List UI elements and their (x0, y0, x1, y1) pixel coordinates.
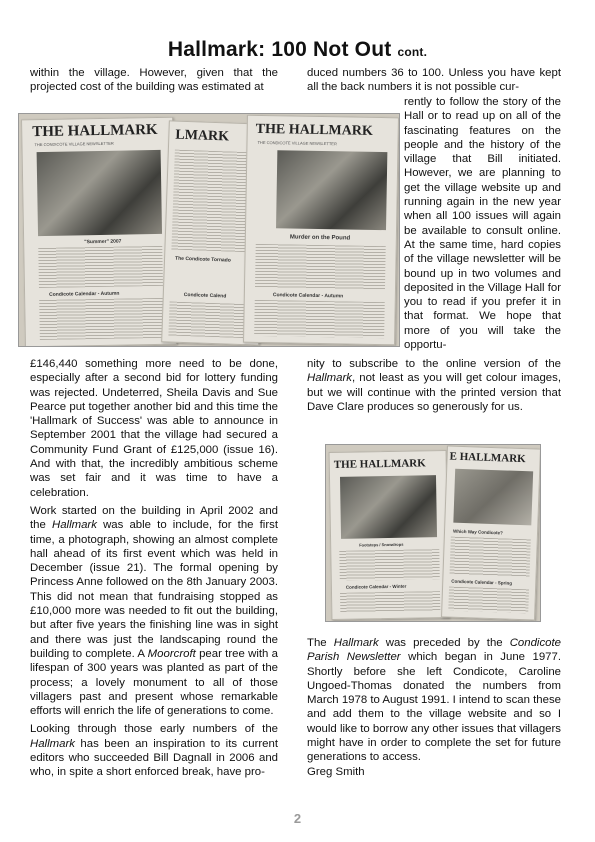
text-run: Looking through those early numbers of the (30, 723, 278, 736)
newsletter-photo (340, 475, 437, 539)
newsletter-heading: Which Way Condicote? (452, 528, 503, 536)
newsletter-text (38, 246, 163, 288)
text-run: was able to include, for the first time, a photograph, showing an almost complete hall ahead of its first event which was held in December (issue 21). The formal opening by Princess Anne followed on the 8th January 2003. This did not mean that fundraising stopped as £10,000 more was needed to fit out the building, but after five years the finishing line was in sight and there was just the landscaping round the building to complete. A (30, 519, 278, 660)
newsletter-calendar (39, 298, 164, 340)
newsletter-calendar (448, 587, 529, 614)
newsletter-calendar-heading: Condicote Calendar - Autumn (49, 290, 120, 298)
newsletter-calendar-heading: Condicote Calendar - Winter (345, 583, 407, 590)
newsletter-photo (453, 469, 533, 526)
paragraph (30, 722, 278, 779)
text-run: , not least as you will get colour images, but we will continue with the printed version that Dave Clare produces so generously for us. (307, 372, 561, 413)
newsletter-calendar (254, 300, 385, 338)
newsletters-photo (18, 113, 400, 347)
paragraph: duced numbers 36 to 100. Unless you have kept all the back numbers it is not possible cur- (307, 67, 561, 94)
newsletter-subtitle: THE CONDICOTE VILLAGE NEWSLETTER (34, 140, 114, 148)
newsletter-photo (276, 150, 387, 230)
newsletters-photo-2 (325, 444, 541, 622)
left-column-top (30, 66, 278, 95)
signature: Greg Smith (307, 765, 365, 778)
newsletter-heading: The Condicote Tornado (174, 255, 231, 264)
newsletter-cover (243, 115, 399, 346)
newsletter-photo (37, 150, 162, 236)
newsletter-text (450, 537, 531, 578)
text-run: pear tree with a lifespan of 300 years was planted as part of the process; a lovely monument to all of those villagers past and present whose remarkable efforts will enrich the life of generations to come. (30, 647, 278, 718)
italic-run: Hallmark (333, 637, 379, 649)
newsletter-calendar (340, 591, 440, 613)
newsletter-calendar-heading: Condicote Calendar - Spring (451, 578, 513, 586)
text-run: which began in June 1977. Shortly before she left Condicote, Caroline Ungoed-Thomas donated the numbers from March 1978 to August 1991. I intend to scan these and add them to the village website and so I would like to borrow any other issues that villagers might have in order to complete the set for future generations to access. (307, 651, 561, 764)
italic-run: Hallmark (30, 737, 75, 750)
paragraph: rently to follow the story of the Hall or to read up on all of the fascinating features on the people and the history of the village that Bill initiated. However, we are planning to get the village website up and running again in the new year when all 100 issues will again be available to consult online. At the same time, hard copies of the village newsletter will be bound up in two volumes and deposited in the Village Hall for you to read if you prefer it in that format. We hope that more of you will take the opportu- (404, 96, 561, 352)
newsletter-cover (329, 450, 450, 620)
italic-run: Condicote Parish Newsletter (307, 637, 561, 664)
text-run: has been an inspiration to its current editors who succeeded Bill Dagnall in 2006 and who, in spite a short enforced break, have pro- (30, 737, 278, 779)
newsletter-masthead: THE HALLMARK (333, 457, 426, 471)
title-cont: cont. (397, 45, 428, 59)
text-run: The (307, 637, 334, 649)
italic-run: Hallmark (307, 372, 352, 385)
newsletter-masthead: LMARK (175, 127, 230, 145)
left-column (30, 357, 278, 780)
newsletter-masthead: E HALLMARK (449, 450, 526, 466)
text-run: Work started on the building in April 2002 and the (30, 504, 278, 532)
newsletter-cover (21, 117, 177, 347)
newsletter-caption: "Summer" 2007 (84, 238, 122, 246)
right-column-top (307, 66, 561, 95)
newsletter-cover (441, 445, 541, 620)
newsletter-calendar (168, 301, 253, 338)
newsletter-text (339, 549, 440, 581)
newsletter-subtitle: THE CONDICOTE VILLAGE NEWSLETTER (257, 139, 337, 147)
text-run: nity to subscribe to the online version of the (307, 358, 561, 370)
paragraph (307, 357, 561, 414)
italic-run: Moorcroft (147, 647, 196, 660)
paragraph: £146,440 something more need to be done, especially after a second bid for lottery funding was rejected. Undeterred, Sheila Davis and Sue Pearce put together another bid and this time the 'Hallmark of Success' was able to announce in September 2001 that the village had secured a Community Fund Grant of £125,000 (issue 16). And with that, the incredibly ambitious scheme was set fair and it was time to have a celebration. (30, 358, 278, 499)
paragraph (30, 504, 278, 718)
newsletter-calendar-heading: Condicote Calendar - Autumn (272, 292, 344, 300)
page-number: 2 (293, 811, 302, 826)
newsletter-masthead: THE HALLMARK (32, 121, 158, 141)
page-title (0, 38, 595, 62)
newsletter-heading: Murder on the Pound (289, 234, 351, 242)
newsletter-text (255, 244, 386, 290)
newsletter-heading: Footsteps / Snowdrops (359, 541, 404, 548)
right-column-wrap (404, 95, 561, 352)
newsletter-masthead: THE HALLMARK (255, 121, 373, 139)
right-column-mid (307, 357, 561, 414)
title-text: Hallmark: 100 Not Out (167, 38, 392, 61)
text-run: was preceded by the (378, 637, 510, 649)
newsletter-calendar-heading: Condicote Calend (183, 291, 227, 300)
paragraph: within the village. However, given that the projected cost of the building was estimated at (30, 67, 278, 94)
italic-run: Hallmark (51, 519, 97, 532)
right-column-bottom (307, 636, 561, 779)
paragraph (307, 636, 561, 765)
